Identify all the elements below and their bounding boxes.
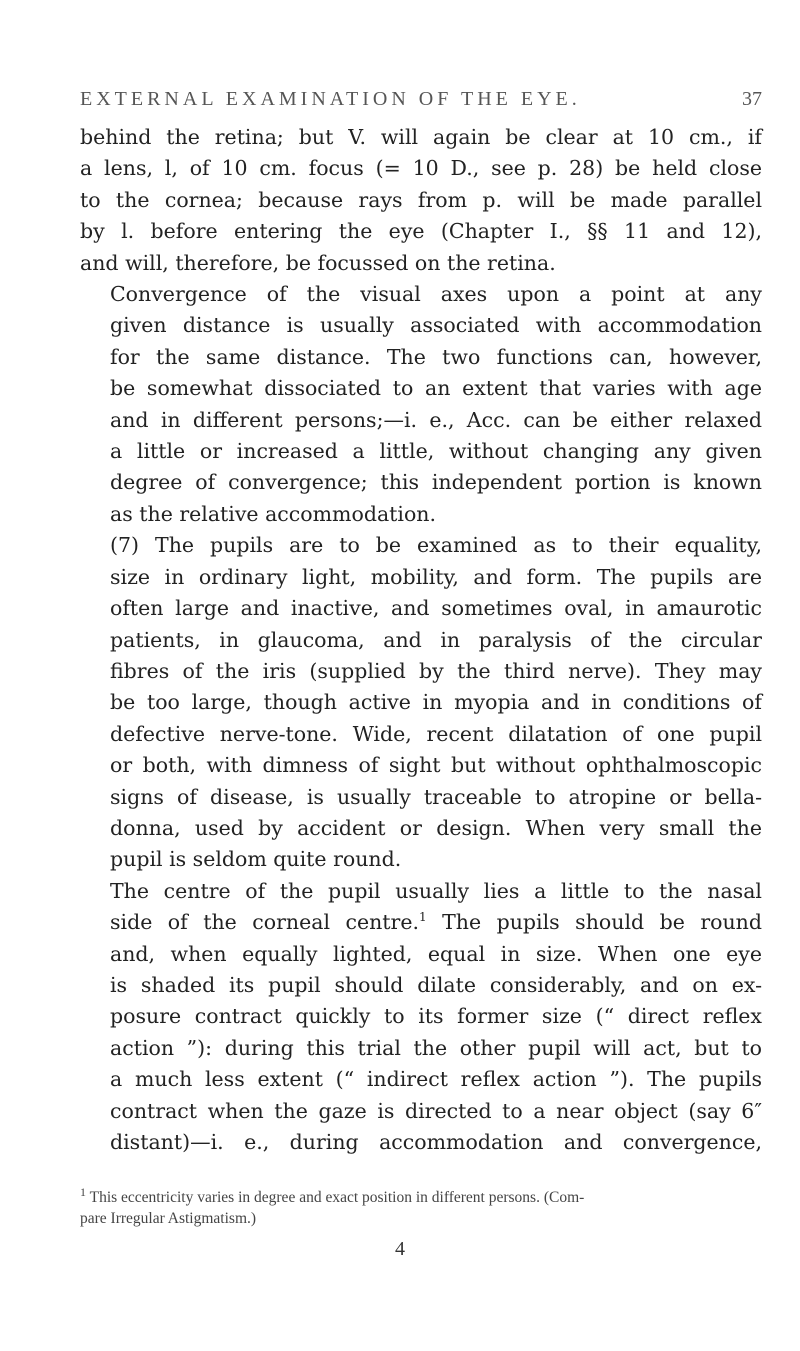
text-line: signs of disease, is usually traceable to atropine or bella- bbox=[110, 784, 762, 809]
running-head bbox=[80, 88, 762, 111]
text-line-with-footnote-ref bbox=[80, 907, 762, 938]
text-line: distant)—i. e., during accommodation and convergence, bbox=[110, 1130, 762, 1154]
text-line: is shaded its pupil should dilate considerably, and on ex- bbox=[110, 972, 762, 997]
text-line: fibres of the iris (supplied by the third nerve). They may bbox=[110, 658, 762, 683]
text-line: and in different persons;—i. e., Acc. can be either relaxed bbox=[110, 407, 762, 432]
page-number: 37 bbox=[742, 88, 762, 110]
footnote-marker: 1 bbox=[80, 1184, 86, 1199]
text-line: posure contract quickly to its former size (“ direct reflex bbox=[110, 1004, 762, 1029]
text-fragment: side of the corneal centre. bbox=[110, 910, 419, 935]
paragraph bbox=[80, 876, 762, 1159]
text-line: given distance is usually associated with accommodation bbox=[110, 313, 762, 338]
text-line: be too large, though active in myopia and in conditions of bbox=[110, 690, 762, 715]
text-line: donna, used by accident or design. When very small the bbox=[110, 815, 762, 840]
body-text bbox=[80, 122, 762, 1158]
text-line: action ”): during this trial the other pupil will act, but to bbox=[110, 1035, 762, 1060]
footnote bbox=[80, 1184, 762, 1229]
footnote-reference[interactable]: 1 bbox=[419, 910, 427, 925]
text-line: pupil is seldom quite round. bbox=[110, 847, 402, 872]
text-line: contract when the gaze is directed to a near object (say 6″ bbox=[110, 1098, 762, 1123]
text-line: (7) The pupils are to be examined as to their equality, bbox=[110, 533, 762, 558]
text-line: be somewhat dissociated to an extent that varies with age bbox=[110, 376, 762, 401]
text-line: or both, with dimness of sight but without ophthalmoscopic bbox=[110, 753, 762, 778]
text-line: and, when equally lighted, equal in size. When one eye bbox=[110, 941, 762, 966]
text-line: The centre of the pupil usually lies a little to the nasal bbox=[110, 878, 762, 903]
text-fragment: The pupils should be round bbox=[426, 910, 763, 935]
running-title: EXTERNAL EXAMINATION OF THE EYE. bbox=[80, 88, 581, 110]
text-line: as the relative accommodation. bbox=[110, 501, 437, 526]
text-line: a lens, l, of 10 cm. focus (= 10 D., see p. 28) be held close bbox=[80, 156, 762, 181]
text-line: to the cornea; because rays from p. will be made parallel bbox=[80, 187, 762, 212]
text-line: a little or increased a little, without changing any given bbox=[110, 439, 762, 464]
text-line: degree of convergence; this independent portion is known bbox=[110, 470, 762, 495]
paragraph bbox=[80, 530, 762, 875]
signature-mark: 4 bbox=[395, 1238, 405, 1260]
text-line: a much less extent (“ indirect reflex action ”). The pupils bbox=[110, 1067, 762, 1092]
text-line: often large and inactive, and sometimes oval, in amaurotic bbox=[110, 596, 762, 621]
text-line: defective nerve-tone. Wide, recent dilatation of one pupil bbox=[110, 721, 762, 746]
text-line: Convergence of the visual axes upon a point at any bbox=[110, 282, 762, 307]
text-line: behind the retina; but V. will again be clear at 10 cm., if bbox=[80, 125, 762, 149]
paragraph bbox=[80, 279, 762, 530]
text-line: by l. before entering the eye (Chapter I., §§ 11 and 12), bbox=[80, 219, 762, 244]
footnote-line: pare Irregular Astigmatism.) bbox=[80, 1210, 257, 1227]
text-line: size in ordinary light, mobility, and form. The pupils are bbox=[110, 564, 762, 589]
text-line: and will, therefore, be focussed on the retina. bbox=[80, 250, 556, 275]
text-line: patients, in glaucoma, and in paralysis of the circular bbox=[110, 627, 762, 652]
text-line: for the same distance. The two functions can, however, bbox=[110, 344, 762, 369]
paragraph bbox=[80, 122, 762, 279]
footnote-line bbox=[80, 1184, 762, 1208]
footnote-text: This eccentricity varies in degree and exact position in different persons. (Com- bbox=[89, 1189, 585, 1206]
